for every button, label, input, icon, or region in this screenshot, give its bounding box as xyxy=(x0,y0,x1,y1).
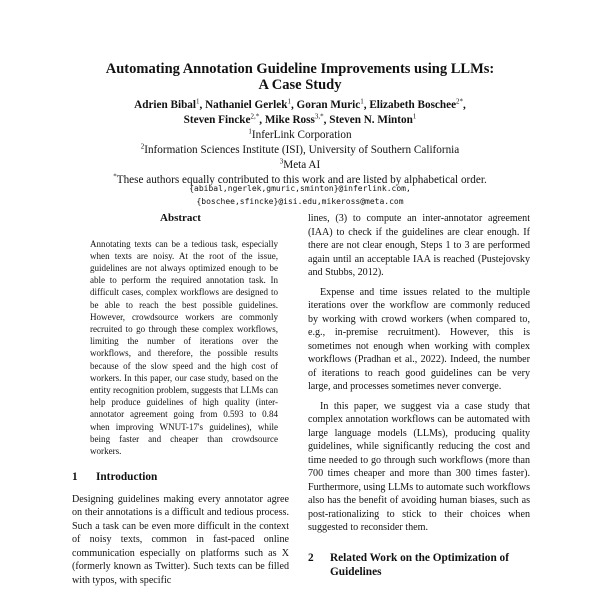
body-paragraph-contribution: In this paper, we suggest via a case study that complex annotation workflows can be automated with large language models (LLMs), producing quality guidelines, while significantly reducing the cost and time needed to go through such workflows (more than 700 times cheaper and more than 300 times faster). Furthermore, using LLMs to automate such workflows also has the benefit of avoiding human biases, such as post-rationalizing to stick to their choices when suggested to reconsider them. xyxy=(308,400,530,533)
author-separator: , xyxy=(323,114,330,126)
affiliation-mark: 3 xyxy=(279,157,284,166)
emails-line-1: {abibal,ngerlek,gmuric,sminton}@inferlink.com, xyxy=(189,184,411,193)
author-emails xyxy=(60,183,540,208)
author-name: Steven Fincke xyxy=(183,114,251,126)
title-line-2: A Case Study xyxy=(258,77,342,93)
author-affiliation-mark: 2,* xyxy=(250,112,260,121)
introduction-paragraph: Designing guidelines making every annotator agree on their annotations is a difficult and tedious process. Such a task can be even more difficult in the context of noisy texts, common in fast-paced online communication especially on platforms such as X (formerly known as Twitter). Such texts can be filled with typos, with specific xyxy=(72,493,289,586)
affiliation-3 xyxy=(40,158,560,173)
section-number: 1 xyxy=(72,471,78,484)
author-name: Goran Muric xyxy=(296,99,361,111)
author-name: Elizabeth Boschee xyxy=(369,99,457,111)
author-name: Nathaniel Gerlek xyxy=(205,99,288,111)
author-name: Mike Ross xyxy=(264,114,315,126)
author-separator: , xyxy=(290,99,297,111)
author-name: Steven N. Minton xyxy=(329,114,413,126)
affiliation-2 xyxy=(40,143,560,158)
section-number: 2 xyxy=(308,551,314,564)
paper-title xyxy=(60,61,540,93)
author-separator: , xyxy=(259,114,265,126)
affiliation-text: InferLink Corporation xyxy=(251,129,352,141)
section-title: Introduction xyxy=(96,471,158,484)
affiliation-text: Information Sciences Institute (ISI), University of Southern California xyxy=(144,144,460,156)
author-affiliation-mark: 1 xyxy=(412,112,417,121)
title-line-1: Automating Annotation Guideline Improvements using LLMs: xyxy=(105,61,495,77)
body-paragraph-expense: Expense and time issues related to the multiple iterations over the workflow are commonly reduced by working with crowd workers (when compared to, e.g., in-premise recruitment). However, this is sometimes not enough when working with complex workflows (Pradhan et al., 2022). Indeed, the number of iterations to reach good guidelines can be very large, and processes sometimes never converge. xyxy=(308,286,530,392)
affiliation-mark: 1 xyxy=(248,127,252,136)
related-work-heading xyxy=(308,551,530,579)
author-separator: , xyxy=(199,99,206,111)
abstract-text: Annotating texts can be a tedious task, especially when texts are noisy. At the root of the issue, guidelines are not always optimized enough to be able to perform the required annotation task. In difficult cases, complex workflows are designed to be able to reach the best possible guidelines. However, crowdsource workers are commonly recruited to go through these complex workflows, limiting the number of iterations over the workflows, and therefore, the possible results because of the slow speed and the high cost of workers. In this paper, our case study, based on the entity recognition problem, suggests that LLMs can help produce guidelines of high quality (inter-annotator agreement going from 0.593 to 0.84 when improving WNUT-17's guidelines), while being faster and cheaper than crowdsource workers. xyxy=(90,238,278,456)
author-affiliation-mark: 1 xyxy=(196,97,200,106)
author-affiliation-mark: 1 xyxy=(360,97,364,106)
author-line-2 xyxy=(40,113,560,128)
author-affiliation-mark: 3,* xyxy=(314,112,324,121)
author-separator: , xyxy=(463,99,466,111)
author-line-1 xyxy=(40,98,560,113)
author-affiliation-mark: 1 xyxy=(287,97,291,106)
affiliation-mark: * xyxy=(113,172,117,181)
abstract-heading: Abstract xyxy=(160,212,201,224)
author-affiliation-mark: 2* xyxy=(456,97,464,106)
right-column xyxy=(308,212,530,587)
author-name: Adrien Bibal xyxy=(134,99,196,111)
affiliation-text: Meta AI xyxy=(283,159,321,171)
affiliation-mark: 2 xyxy=(140,142,145,151)
author-separator: , xyxy=(363,99,370,111)
left-column xyxy=(72,212,289,587)
section-title: Related Work on the Optimization of Guidelines xyxy=(330,551,509,578)
emails-line-2: {boschee,sfincke}@isi.edu,mikeross@meta.com xyxy=(196,196,404,206)
affiliation-1 xyxy=(40,128,560,143)
introduction-heading xyxy=(72,471,289,485)
author-block xyxy=(40,98,560,188)
body-paragraph-continued: lines, (3) to compute an inter-annotator agreement (IAA) to check if the guidelines are clear enough. If there are not clear enough, Steps 1 to 3 are performed again until an acceptable IAA is reached (Pustejovsky and Stubbs, 2012). xyxy=(308,213,530,278)
affiliation-text: These authors equally contributed to this work and are listed by alphabetical order. xyxy=(116,174,487,186)
